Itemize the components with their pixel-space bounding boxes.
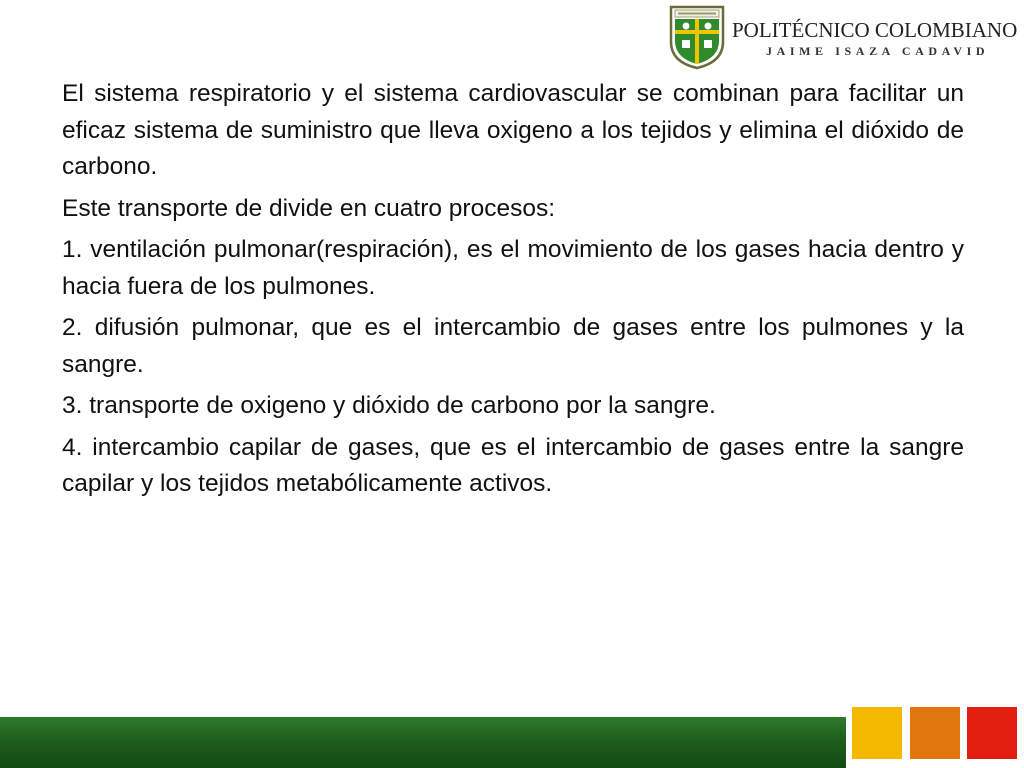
institution-name: POLITÉCNICO COLOMBIANO [732, 18, 1018, 42]
paragraph-intro: El sistema respiratorio y el sistema cardiovascular se combinan para facilitar un eficaz sistema de suministro que lleva oxigeno a los tejidos y elimina el dióxido de carbono. [62, 80, 964, 180]
footer-square-yellow [852, 707, 902, 759]
footer-green-bar [0, 717, 846, 768]
institution-subtitle: JAIME ISAZA CADAVID [766, 44, 990, 58]
footer-square-orange [910, 707, 960, 759]
list-item-2: 2. difusión pulmonar, que es el intercambio de gases entre los pulmones y la sangre. [62, 314, 964, 378]
list-item-4: 4. intercambio capilar de gases, que es el intercambio de gases entre la sangre capilar y los tejidos metabólicamente activos. [62, 433, 964, 497]
slide-body [62, 76, 964, 508]
institution-shield-icon [668, 4, 726, 70]
paragraph-processes: Este transporte de divide en cuatro procesos: [62, 194, 556, 222]
list-item-1: 1. ventilación pulmonar(respiración), es el movimiento de los gases hacia dentro y hacia fuera de los pulmones. [62, 236, 964, 300]
footer-square-red [967, 707, 1017, 759]
list-item-3: 3. transporte de oxigeno y dióxido de carbono por la sangre. [62, 392, 716, 419]
institution-logo [668, 4, 1018, 70]
